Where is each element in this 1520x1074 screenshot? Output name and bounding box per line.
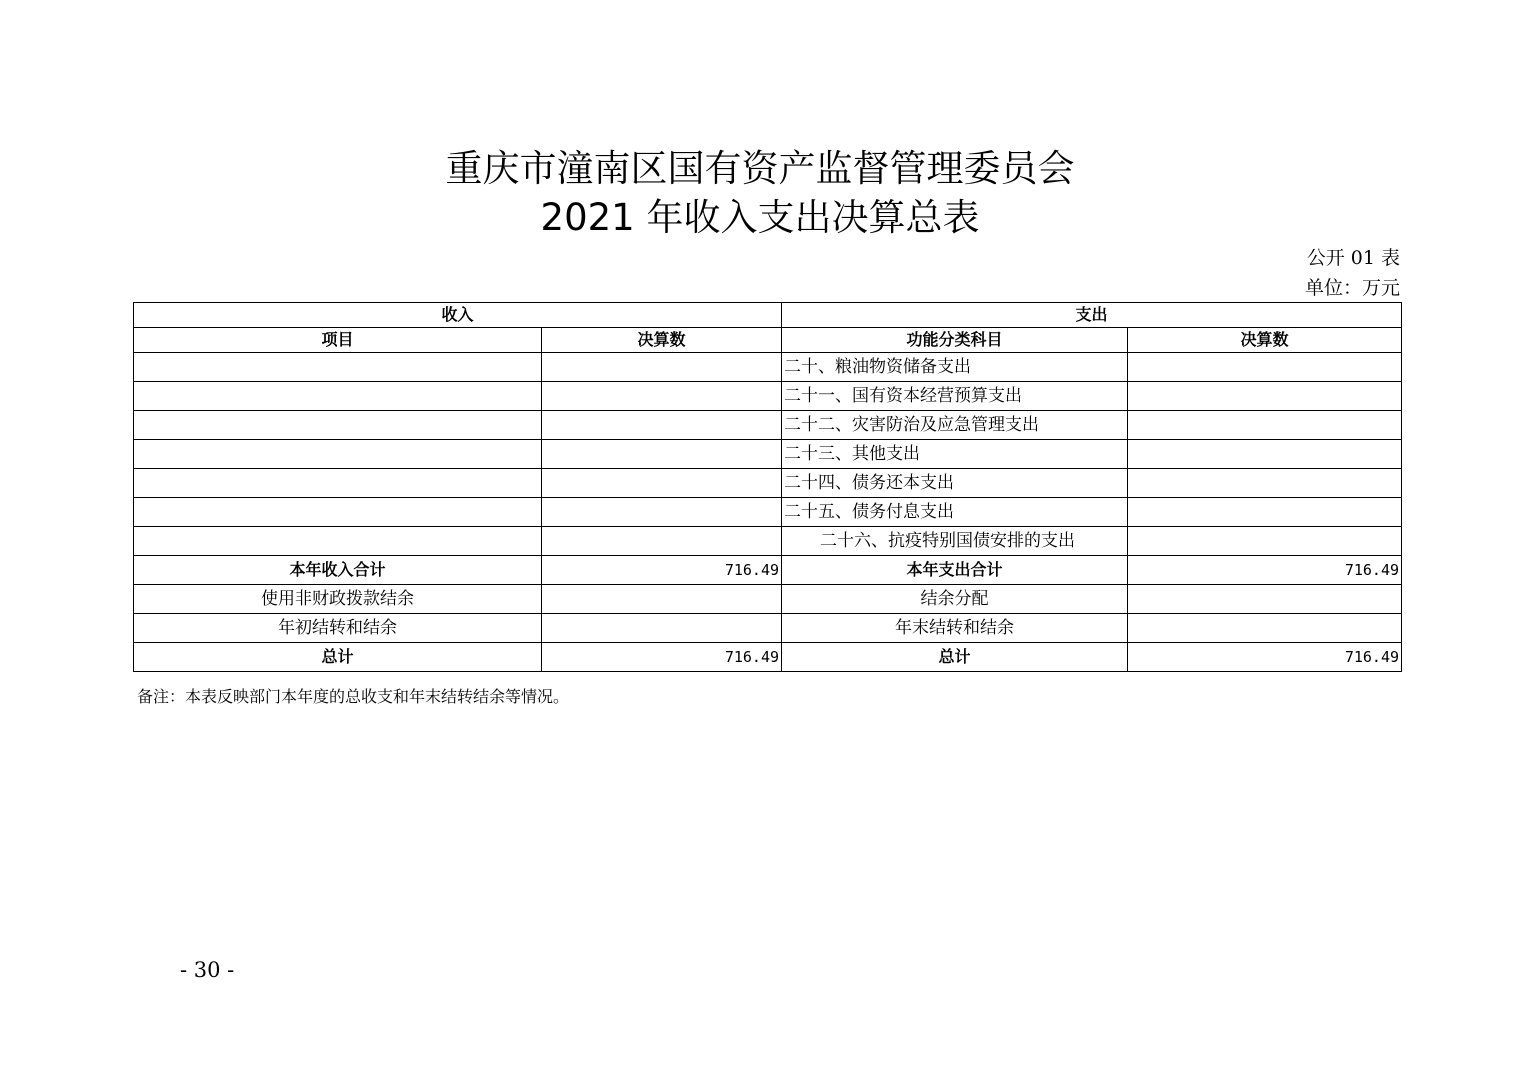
income-item-cell: [134, 469, 542, 498]
unit-label: 单位：万元: [1304, 277, 1400, 299]
expense-amount-cell: [1128, 527, 1402, 556]
income-amount-cell: [542, 469, 782, 498]
expense-header: 支出: [782, 303, 1402, 328]
income-amount-cell: [542, 382, 782, 411]
expense-amount-cell: [1128, 585, 1402, 614]
annual-income-total-value: 716.49: [542, 556, 782, 585]
table-header-row: [134, 303, 1402, 328]
grand-income-total-value: 716.49: [542, 643, 782, 672]
expense-item-cell: 二十、粮油物资储备支出: [782, 353, 1128, 382]
expense-item-cell: 二十一、国有资本经营预算支出: [782, 382, 1128, 411]
grand-expense-total-value: 716.49: [1128, 643, 1402, 672]
expense-item-cell: 二十三、其他支出: [782, 440, 1128, 469]
annual-income-total-label: 本年收入合计: [134, 556, 542, 585]
table-row: [134, 353, 1402, 382]
income-item-cell: [134, 527, 542, 556]
page-title: 重庆市潼南区国有资产监督管理委员会: [445, 147, 1075, 190]
annual-expense-total-value: 716.49: [1128, 556, 1402, 585]
expense-amount-cell: [1128, 353, 1402, 382]
expense-item-cell: 年末结转和结余: [782, 614, 1128, 643]
income-amount-cell: [542, 585, 782, 614]
expense-item-cell: 二十六、抗疫特别国债安排的支出: [782, 527, 1128, 556]
income-item-cell: [134, 498, 542, 527]
expense-item-cell: 二十五、债务付息支出: [782, 498, 1128, 527]
page-subtitle: 2021 年收入支出决算总表: [540, 196, 980, 239]
page-number: - 30 -: [180, 958, 235, 982]
annual-expense-total-label: 本年支出合计: [782, 556, 1128, 585]
income-item-cell: [134, 353, 542, 382]
expense-amount-cell: [1128, 614, 1402, 643]
income-item-cell: [134, 411, 542, 440]
income-item-cell: 年初结转和结余: [134, 614, 542, 643]
income-amount-cell: [542, 498, 782, 527]
annual-total-row: [134, 556, 1402, 585]
table-row: [134, 382, 1402, 411]
income-amount-cell: [542, 440, 782, 469]
function-subject-header: 功能分类科目: [782, 328, 1128, 353]
expense-amount-cell: [1128, 469, 1402, 498]
budget-table: [133, 302, 1402, 672]
income-header: 收入: [134, 303, 782, 328]
table-row: [134, 585, 1402, 614]
table-row: [134, 411, 1402, 440]
expense-amount-cell: [1128, 440, 1402, 469]
income-amount-cell: [542, 411, 782, 440]
item-header: 项目: [134, 328, 542, 353]
expense-item-cell: 结余分配: [782, 585, 1128, 614]
grand-expense-total-label: 总计: [782, 643, 1128, 672]
income-amount-header: 决算数: [542, 328, 782, 353]
income-amount-cell: [542, 353, 782, 382]
expense-amount-cell: [1128, 411, 1402, 440]
table-row: [134, 498, 1402, 527]
table-note: 备注：本表反映部门本年度的总收支和年末结转结余等情况。: [137, 687, 570, 706]
expense-amount-cell: [1128, 498, 1402, 527]
table-row: [134, 469, 1402, 498]
income-item-cell: [134, 382, 542, 411]
expense-amount-header: 决算数: [1128, 328, 1402, 353]
table-row: [134, 527, 1402, 556]
table-code: 公开 01 表: [1306, 247, 1400, 269]
income-amount-cell: [542, 527, 782, 556]
grand-total-row: [134, 643, 1402, 672]
expense-amount-cell: [1128, 382, 1402, 411]
grand-income-total-label: 总计: [134, 643, 542, 672]
expense-item-cell: 二十二、灾害防治及应急管理支出: [782, 411, 1128, 440]
income-item-cell: 使用非财政拨款结余: [134, 585, 542, 614]
table-row: [134, 440, 1402, 469]
expense-item-cell: 二十四、债务还本支出: [782, 469, 1128, 498]
table-subheader-row: [134, 328, 1402, 353]
table-row: [134, 614, 1402, 643]
income-item-cell: [134, 440, 542, 469]
income-amount-cell: [542, 614, 782, 643]
